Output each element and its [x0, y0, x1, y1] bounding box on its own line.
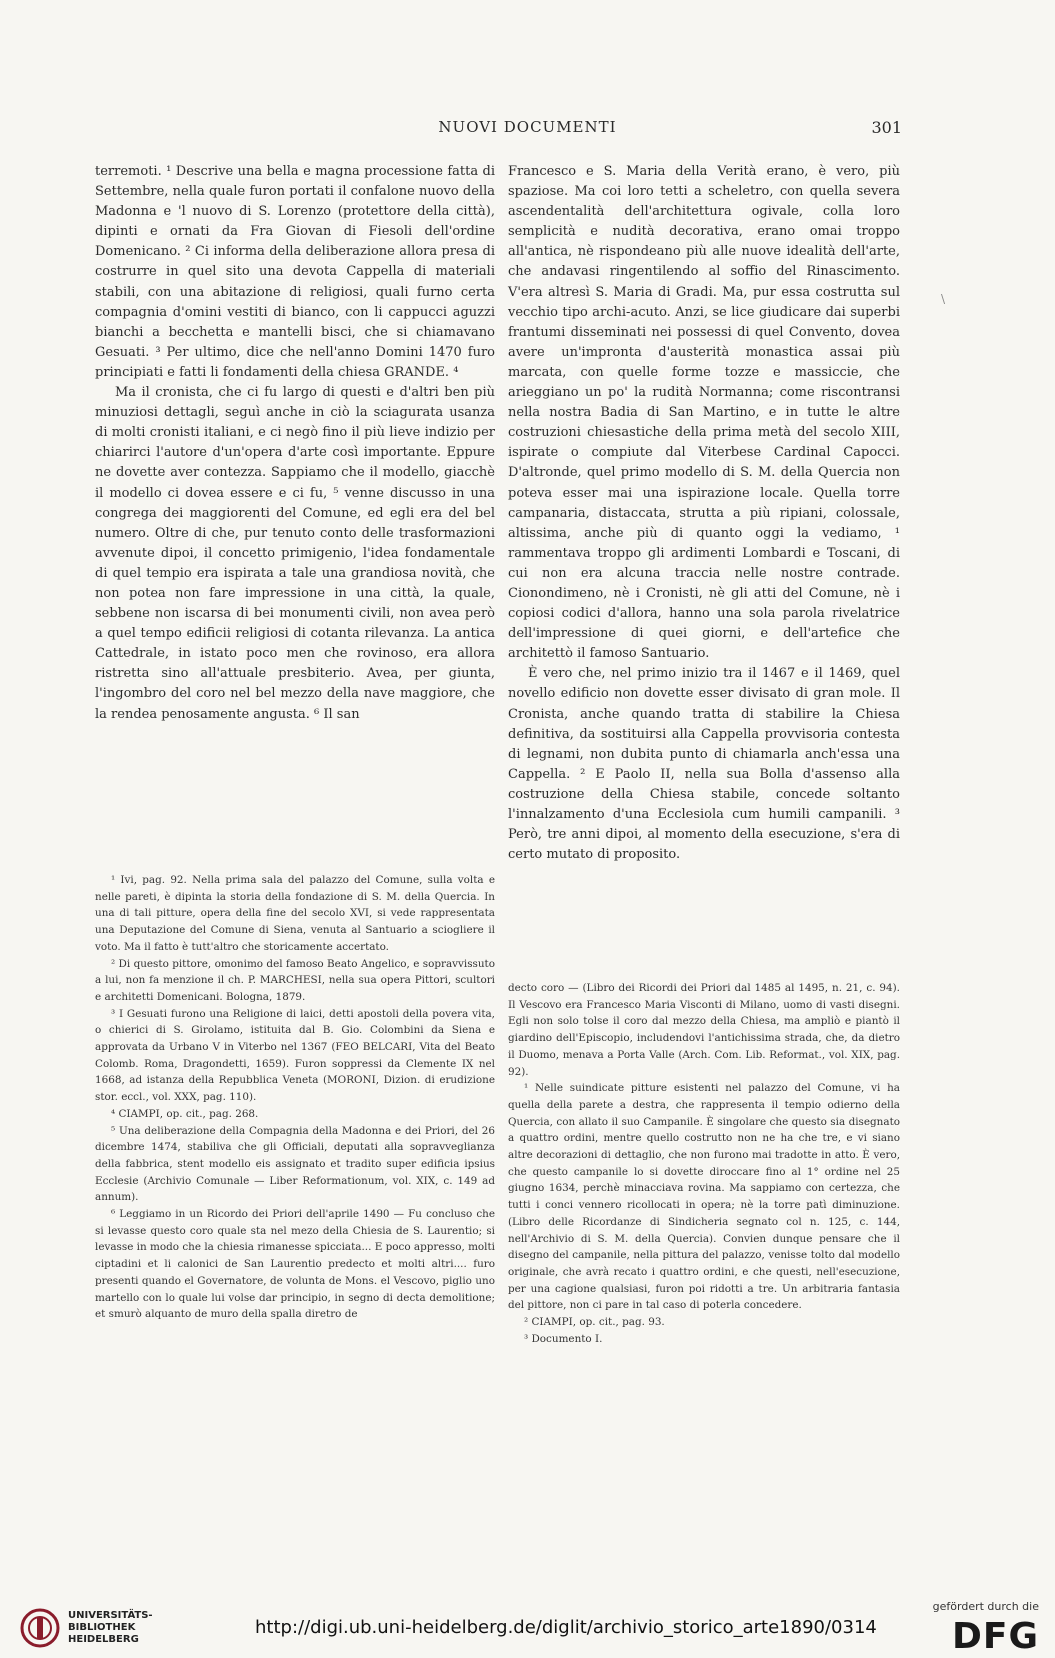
- paragraph: È vero che, nel primo inizio tra il 1467 e il 1469, quel novello edificio non dovette esser divisato di gran mole. Il Cronista, anche quando tratta di stabilire la Chiesa definitiva, da sostituirsi alla Cappella provvisoria contesta di legnami, non dubita punto di chiamarla anch'essa una Cappella. ² E Paolo II, nella sua Bolla d'assenso alla costruzione della Chiesa stabile, concede soltanto l'innalzamento d'una Ecclesiola cum humili campanili. ³ Però, tre anni dipoi, al momento della esecuzione, s'era di certo mutato di proposito.: [508, 666, 900, 863]
- page-number: 301: [871, 118, 902, 137]
- footnote: ⁶ Leggiamo in un Ricordo dei Priori dell'aprile 1490 — Fu concluso che si levasse questo coro quale sta nel mezo della Chiesia de S. Laurentio; si levasse in modo che la chiesia rimanesse spicciata... E poco appresso, molti ciptadini et li calonici de San Laurentio predecto et molti altri.... furo presenti quando el Governatore, de volunta de Mons. el Vescovo, piglio uno martello con lo quale lui volse dar principio, in segno di decta demolitione; et smurò alquanto de muro della spalla diretro de: [95, 1208, 495, 1321]
- footnote: decto coro — (Libro dei Ricordi dei Priori dal 1485 al 1495, n. 21, c. 94). Il Vescovo era Francesco Maria Visconti di Milano, uomo di vasti disegni. Egli non solo tolse il coro dal mezzo della Chiesa, ma ampliò e piantò il giardino dell'Episcopio, includendovi l'antichissima strada, che, da dietro il Duomo, menava a Porta Valle (Arch. Com. Lib. Reformat., vol. XIX, pag. 92).: [508, 982, 900, 1078]
- footnote: ⁴ CIAMPI, op. cit., pag. 268.: [111, 1107, 259, 1120]
- stray-mark: \: [941, 292, 946, 306]
- paragraph: terremoti. ¹ Descrive una bella e magna processione fatta di Settembre, nella quale furon portati il confalone nuovo della Madonna e 'l nuovo di S. Lorenzo (protettore della città), dipinti e ornati da Fra Giovan di Fiesoli dell'ordine Domenicano. ² Ci informa della deliberazione allora presa di costrurre in quel sito una devota Cappella di materiali stabili, con una abitazione di religiosi, quali furno certa compagnia d'omini vestiti di bianco, con li cappucci aguzzi bianchi a becchetta e mantelli bisci, che si chiamavano Gesuati. ³ Per ultimo, dice che nell'anno Domini 1470 furo principiati e fatti li fondamenti della chiesa GRANDE. ⁴: [95, 164, 495, 380]
- left-text-column: [95, 162, 495, 725]
- library-logo: [20, 1608, 153, 1648]
- paragraph: Francesco e S. Maria della Verità erano, è vero, più spaziose. Ma coi loro tetti a scheletro, con quella severa ascendentalità dell'architettura ogivale, colla loro semplicità e nudità decorativa, erano omai troppo all'antica, nè rispondeano più alle nuove idealità dell'arte, che andavasi ringentilendo al soffio del Rinascimento. V'era altresì S. Maria di Gradi. Ma, pur essa costrutta sul vecchio tipo archi-acuto. Anzi, se lice giudicare dai superbi frantumi disseminati nei possessi di quel Convento, dovea avere un'impronta d'austerità monastica assai più marcata, con quelle forme tozze e massiccie, che arieggiano un po' la rudità Normanna; come riscontransi nella nostra Badia di San Martino, e in tutte le altre costruzioni chiesastiche della prima metà del secolo XIII, ispirate o compiute dal Viterbese Cardinal Capocci. D'altronde, quel primo modello di S. M. della Quercia non poteva esser mai una ispirazione locale. Quella torre campanaria, distaccata, strutta a più ripiani, colossale, altissima, anche più di quanto oggi la vediamo, ¹ rammentava troppo gli ardimenti Lombardi e Toscani, di cui non era alcuna traccia nelle nostre contrade. Cionondimeno, nè i Cronisti, nè gli atti del Comune, nè i copiosi codici d'allora, hanno una sola parola rivelatrice dell'impressione di quei giorni, e dell'artefice che architettò il famoso Santuario.: [508, 164, 900, 662]
- footnote: ² Di questo pittore, omonimo del famoso Beato Angelico, e sopravvissuto a lui, non fa menzione il ch. P. MARCHESI, nella sua opera Pittori, scultori e architetti Domenicani. Bologna, 1879.: [95, 957, 495, 1003]
- footnote: ¹ Ivi, pag. 92. Nella prima sala del palazzo del Comune, sulla volta e nelle pareti, è dipinta la storia della fondazione di S. M. della Quercia. In una di tali pitture, opera della fine del secolo XVI, si vede rappresentata una Deputazione del Comune di Siena, venuta al Santuario a sciogliere il voto. Ma il fatto è tutt'altro che storicamente accertato.: [95, 874, 495, 953]
- footnotes-right: [508, 980, 900, 1347]
- dfg-logo: DFG: [951, 1616, 1039, 1657]
- footnote: ¹ Nelle suindicate pitture esistenti nel palazzo del Comune, vi ha quella della parete a destra, che rappresenta il tempio odierno della Quercia, con allato il suo Campanile. È singolare che questo sia disegnato a quattro ordini, mentre quello costrutto non ne ha che tre, e vi siano altre decorazioni di dettaglio, che non furono mai tradotte in atto. È vero, che questo campanile lo si dovette diroccare fino al 1° ordine nel 25 giugno 1634, perchè minacciava rovina. Ma sappiamo con certezza, che tutti i conci vennero ricollocati in opera; nè la torre patì diminuzione. (Libro delle Ricordanze di Sindicheria segnato col n. 125, c. 144, nell'Archivio di S. M. della Quercia). Convien dunque pensare che il disegno del campanile, nella pittura del palazzo, venisse tolto dal modello originale, che avrà recato i quattro ordini, e che questi, nell'esecuzione, per una cagione qualsiasi, furon poi ridotti a tre. Un arbitraria fantasia del pittore, non ci pare in tal caso di poterla concedere.: [508, 1082, 900, 1312]
- footnotes-left: [95, 872, 495, 1323]
- library-name-line: UNIVERSITÄTS-: [68, 1610, 153, 1621]
- paragraph: Ma il cronista, che ci fu largo di questi e d'altri ben più minuziosi dettagli, seguì anche in ciò la sciagurata usanza di molti cronisti italiani, e ci negò fino il più lieve indizio per chiarirci l'autore d'un'opera d'arte così importante. Eppure ne dovette aver contezza. Sappiamo che il modello, giacchè il modello ci dovea essere e ci fu, ⁵ venne discusso in una congrega dei maggiorenti del Comune, ed egli era del bel numero. Oltre di che, pur tenuto conto delle trasformazioni avvenute dipoi, il concetto primigenio, l'idea fondamentale di quel tempio era ispirata a tale una grandiosa novità, che non potea non fare impressione in una città, la quale, sebbene non iscarsa di bei monumenti civili, non avea però a quel tempo edificii religiosi di cotanta rilevanza. La antica Cattedrale, in istato poco men che rovinoso, era allora ristretta sino all'attuale presbiterio. Avea, per giunta, l'ingombro del coro nel bel mezzo della nave maggiore, che la rendea penosamente angusta. ⁶ Il san: [95, 385, 495, 722]
- library-name-line: BIBLIOTHEK: [68, 1622, 136, 1633]
- digitization-footer: [0, 1600, 1055, 1658]
- right-text-column: [508, 162, 900, 865]
- library-name-line: HEIDELBERG: [68, 1634, 139, 1645]
- permalink-url[interactable]: http://digi.ub.uni-heidelberg.de/diglit/archivio_storico_arte1890/0314: [255, 1617, 877, 1638]
- footnote: ³ Documento I.: [524, 1332, 603, 1345]
- running-title: NUOVI DOCUMENTI: [438, 118, 617, 136]
- page-header: [0, 118, 1055, 142]
- footnote: ⁵ Una deliberazione della Compagnia della Madonna e dei Priori, del 26 dicembre 1474, stabiliva che gli Officiali, deputati alla sopravveglianza della fabbrica, stent modello eis assignato et tradito super edificia ipsius Ecclesie (Archivio Comunale — Liber Reformationum, vol. XIX, c. 149 ad annum).: [95, 1124, 495, 1204]
- footnote: ³ I Gesuati furono una Religione di laici, detti apostoli della povera vita, o chierici di S. Girolamo, istituita dal B. Gio. Colombini da Siena e approvata da Urbano V in Viterbo nel 1367 (FEO BELCARI, Vita del Beato Colomb. Roma, Dragondetti, 1659). Furon soppressi da Clemente IX nel 1668, ad istanza della Repubblica Veneta (MORONI, Dizion. di erudizione stor. eccl., vol. XXX, pag. 110).: [95, 1007, 495, 1104]
- funded-by-label: gefördert durch die: [932, 1600, 1039, 1613]
- footnote: ² CIAMPI, op. cit., pag. 93.: [524, 1316, 665, 1329]
- university-seal-icon: [20, 1608, 60, 1648]
